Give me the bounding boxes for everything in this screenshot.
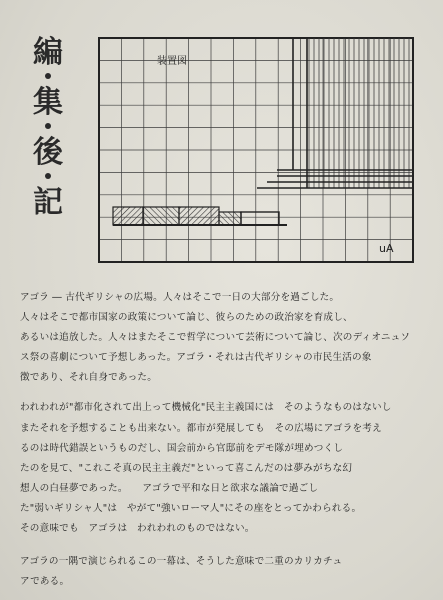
text-line: るのは時代錯誤というものだし、国会前から官邸前をデモ隊が埋めつくし	[20, 442, 344, 454]
title-dot	[45, 123, 51, 129]
stage-plan-drawing	[97, 36, 417, 270]
text-line: われわれが"都市化されて出上って機械化"民主主義国には そのようなものはないし	[20, 402, 392, 414]
paragraph	[20, 398, 429, 539]
plan-signature: uA	[379, 242, 394, 255]
text-line: あるいは追放した。人々はまたそこで哲学について芸術について論じ、次のディオニュソ	[20, 332, 411, 344]
text-line: アである。	[20, 576, 70, 588]
text-line: たのを見て、"これこそ真の民主主義だ"といって喜こんだのは夢みがちな幻	[20, 462, 353, 474]
text-line: 人々はそこで都市国家の政策について論じ、彼らのための政治家を育成し、	[20, 312, 353, 324]
text-line: その意味でも アゴラは われわれのものではない。	[20, 523, 255, 535]
plan-caption: 装置図	[157, 56, 187, 67]
title-char: 後	[33, 135, 63, 170]
title-dot	[45, 73, 51, 79]
paragraph	[20, 288, 429, 388]
vertical-title	[28, 36, 68, 219]
title-char: 記	[33, 185, 63, 220]
plan-sketch	[97, 36, 417, 266]
text-line: またそれを予想することも出来ない。都市が発展しても その広場にアゴラを考え	[20, 422, 382, 434]
text-line: た"弱いギリシャ人"は やがて"強いローマ人"にその座をとってかわられる。	[20, 502, 362, 514]
curtain-drape	[307, 38, 413, 188]
set-block	[179, 207, 219, 225]
title-char: 集	[33, 85, 63, 120]
text-line: ス祭の喜劇について予想しあった。アゴラ・それは古代ギリシャの市民生活の象	[20, 352, 372, 364]
text-line: 想人の白昼夢であった。 アゴラで平和な日と欲求な議論で過ごし	[20, 482, 319, 494]
set-block	[241, 212, 279, 225]
afterword-text	[20, 288, 429, 592]
text-line: アゴラの一隅で演じられるこの一幕は、そうした意味で二重のカリカチュ	[20, 556, 343, 568]
paragraph	[20, 552, 429, 592]
set-block	[219, 212, 241, 225]
set-block	[113, 207, 143, 225]
set-block	[143, 207, 179, 225]
text-line: アゴラ ― 古代ギリシャの広場。人々はそこで一日の大部分を過ごした。	[20, 292, 340, 303]
text-line: 徴であり、それ自身であった。	[20, 372, 158, 384]
title-dot	[45, 173, 51, 179]
title-char: 編	[33, 35, 63, 70]
